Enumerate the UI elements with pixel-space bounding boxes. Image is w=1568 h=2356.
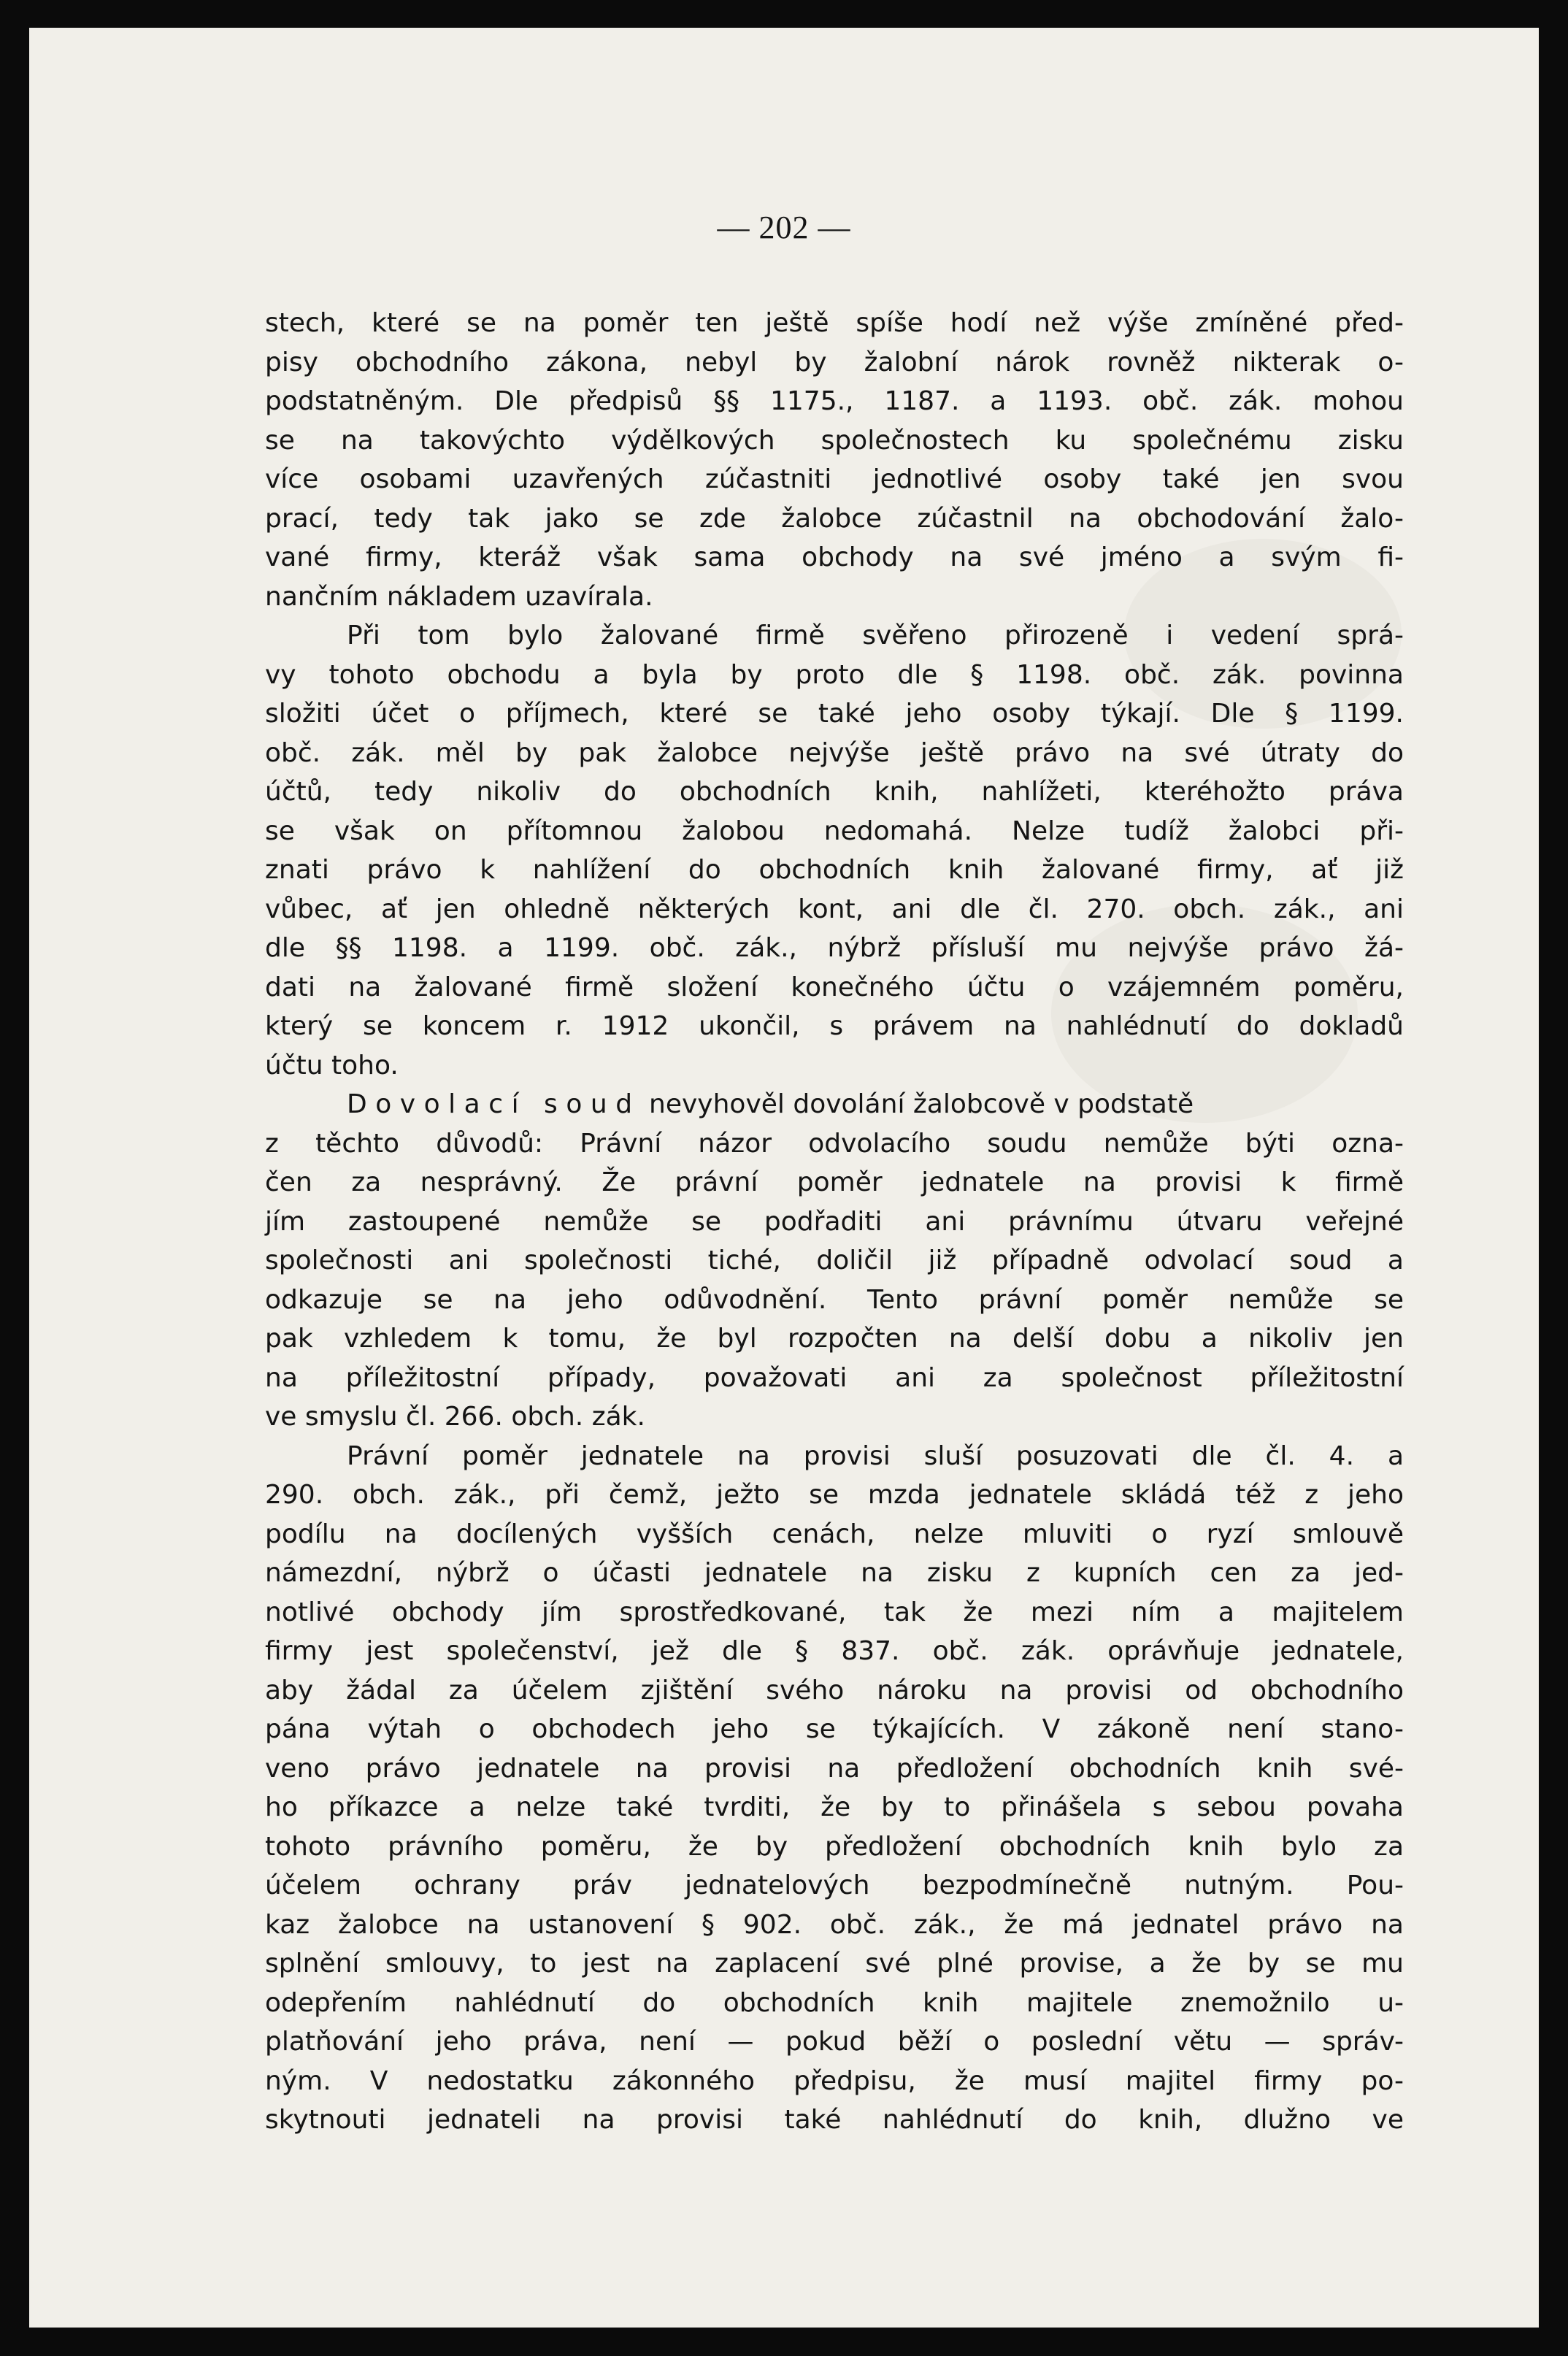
text-line-rest: nevyhověl dovolání žalobcově v podstatě [640, 1089, 1194, 1119]
text-line: účtů, tedy nikoliv do obchodních knih, nahlížeti, kteréhožto práva [265, 777, 1404, 807]
text-line: kaz žalobce na ustanovení § 902. obč. zák., že má jednatel právo na [265, 1909, 1404, 1940]
text-line: ve smyslu čl. 266. obch. zák. [265, 1402, 645, 1432]
spaced-court-name: Dovolací soud [347, 1089, 641, 1119]
text-line: čen za nesprávný. Že právní poměr jednatele na provisi k firmě [265, 1167, 1404, 1197]
text-line: nančním nákladem uzavírala. [265, 581, 653, 612]
text-line: 290. obch. zák., při čemž, ježto se mzda jednatele skládá též z jeho [265, 1480, 1404, 1510]
text-line: platňování jeho práva, není — pokud běží o poslední větu — správ- [265, 2027, 1404, 2057]
text-line: stech, které se na poměr ten ještě spíše hodí než výše zmíněné před- [265, 308, 1404, 338]
text-line: veno právo jednatele na provisi na předložení obchodních knih své- [265, 1753, 1404, 1784]
text-line: dati na žalované firmě složení konečného účtu o vzájemném poměru, [265, 972, 1404, 1002]
paragraph-3 [265, 1085, 1404, 1437]
text-line: skytnouti jednateli na provisi také nahlédnutí do knih, dlužno ve [265, 2105, 1404, 2135]
text-line: jím zastoupené nemůže se podřaditi ani právnímu útvaru veřejné [265, 1206, 1404, 1237]
text-line [265, 1085, 1404, 1124]
text-line: se však on přítomnou žalobou nedomahá. Nelze tudíž žalobci při- [265, 816, 1404, 846]
text-line: více osobami uzavřených zúčastniti jednotlivé osoby také jen svou [265, 464, 1404, 494]
text-line: námezdní, nýbrž o účasti jednatele na zisku z kupních cen za jed- [265, 1558, 1404, 1588]
text-line: obč. zák. měl by pak žalobce nejvýše ještě právo na své útraty do [265, 737, 1404, 768]
text-line: pisy obchodního zákona, nebyl by žalobní nárok rovněž nikterak o- [265, 347, 1404, 377]
text-line: prací, tedy tak jako se zde žalobce zúčastnil na obchodování žalo- [265, 503, 1404, 534]
text-line: Právní poměr jednatele na provisi sluší posuzovati dle čl. 4. a [347, 1440, 1404, 1471]
text-line: pak vzhledem k tomu, že byl rozpočten na delší dobu a nikoliv jen [265, 1324, 1404, 1354]
text-line: splnění smlouvy, to jest na zaplacení své plné provise, a že by se mu [265, 1949, 1404, 1979]
text-line: ným. V nedostatku zákonného předpisu, že musí majitel firmy po- [265, 2065, 1404, 2096]
text-line: který se koncem r. 1912 ukončil, s právem na nahlédnutí do dokladů [265, 1011, 1404, 1041]
text-line: aby žádal za účelem zjištění svého nároku na provisi od obchodního [265, 1675, 1404, 1705]
text-line: společnosti ani společnosti tiché, doličil již případně odvolací soud a [265, 1246, 1404, 1275]
paragraph-2 [265, 616, 1404, 1085]
text-line: vané firmy, kteráž však sama obchody na své jméno a svým fi- [265, 542, 1404, 572]
text-line: vy tohoto obchodu a byla by proto dle § 1198. obč. zák. povinna [265, 659, 1404, 690]
text-line: účtu toho. [265, 1050, 399, 1081]
text-line: účelem ochrany práv jednatelových bezpodmínečně nutným. Pou- [265, 1870, 1404, 1900]
paragraph-1 [265, 304, 1404, 616]
text-line: firmy jest společenství, jež dle § 837. obč. zák. oprávňuje jednatele, [265, 1636, 1404, 1666]
text-line: znati právo k nahlížení do obchodních knih žalované firmy, ať již [265, 855, 1404, 885]
text-line: vůbec, ať jen ohledně některých kont, ani dle čl. 270. obch. zák., ani [265, 894, 1404, 924]
text-line: odepřením nahlédnutí do obchodních knih majitele znemožnilo u- [265, 1987, 1404, 2018]
text-line: z těchto důvodů: Právní názor odvolacího soudu nemůže býti ozna- [265, 1128, 1404, 1159]
body-text [265, 304, 1404, 2140]
text-line: podílu na docílených vyšších cenách, nelze mluviti o ryzí smlouvě [265, 1519, 1404, 1549]
page-number: — 202 — [717, 210, 851, 245]
text-line: notlivé obchody jím sprostředkované, tak že mezi ním a majitelem [265, 1597, 1404, 1627]
text-line: na příležitostní případy, považovati ani za společnost příležitostní [265, 1362, 1404, 1393]
text-line: dle §§ 1198. a 1199. obč. zák., nýbrž přísluší mu nejvýše právo žá- [265, 933, 1404, 963]
text-line: tohoto právního poměru, že by předložení obchodních knih bylo za [265, 1831, 1404, 1862]
text-line: pána výtah o obchodech jeho se týkajících. V zákoně není stano- [265, 1714, 1404, 1744]
text-line: Při tom bylo žalované firmě svěřeno přirozeně i vedení sprá- [347, 621, 1404, 651]
document-page [29, 28, 1539, 2328]
paragraph-4 [265, 1437, 1404, 2140]
text-line: podstatněným. Dle předpisů §§ 1175., 1187. a 1193. obč. zák. mohou [265, 386, 1404, 416]
text-line: složiti účet o příjmech, které se také jeho osoby týkají. Dle § 1199. [265, 699, 1404, 729]
text-line: ho příkazce a nelze také tvrditi, že by to přinášela s sebou povaha [265, 1792, 1404, 1822]
text-line: se na takovýchto výdělkových společnostech ku společnému zisku [265, 425, 1404, 456]
text-line: odkazuje se na jeho odůvodnění. Tento právní poměr nemůže se [265, 1284, 1404, 1315]
